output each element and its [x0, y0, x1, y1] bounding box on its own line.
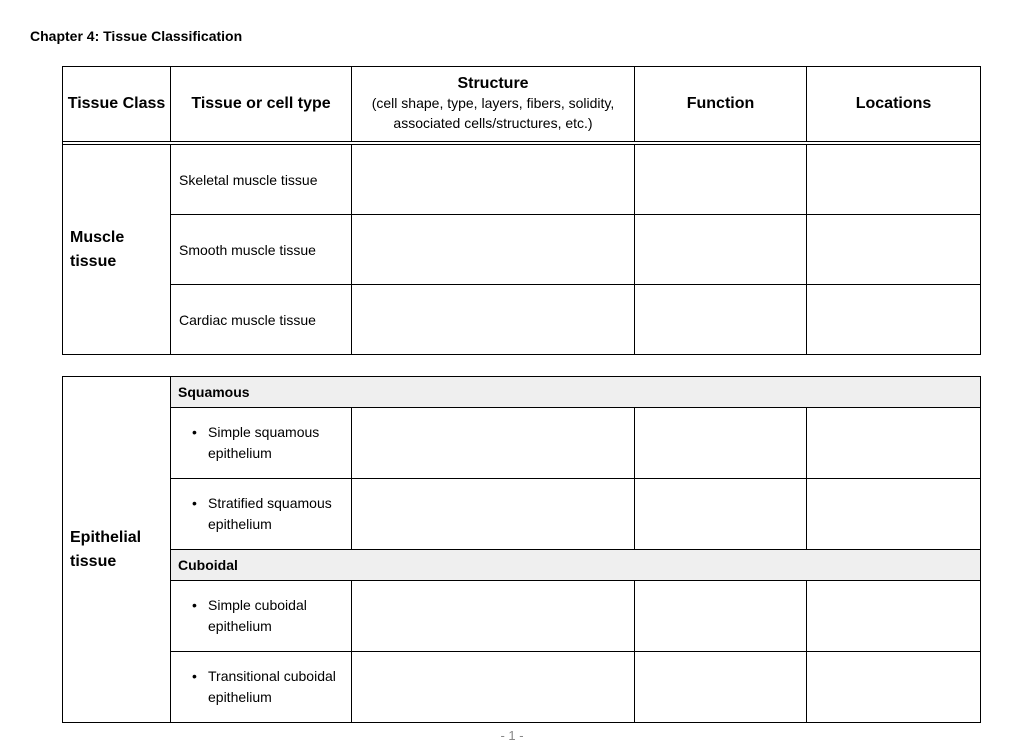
locations-cell[interactable]: [807, 215, 981, 285]
structure-subtitle: (cell shape, type, layers, fibers, solidity, associated cells/structures, etc.): [371, 95, 615, 131]
type-stratified-squamous: • Stratified squamous epithelium: [171, 479, 352, 550]
page-title: Chapter 4: Tissue Classification: [30, 28, 243, 44]
table-row: [63, 215, 981, 285]
type-cardiac-muscle: Cardiac muscle tissue: [171, 285, 352, 355]
muscle-tissue-table: [62, 66, 981, 355]
epithelial-tissue-table: [62, 376, 981, 723]
header-structure: [352, 67, 635, 142]
bullet-icon: •: [192, 597, 197, 613]
type-transitional-cuboidal: • Transitional cuboidal epithelium: [171, 652, 352, 723]
structure-cell[interactable]: [352, 652, 635, 723]
structure-cell[interactable]: [352, 215, 635, 285]
type-smooth-muscle: Smooth muscle tissue: [171, 215, 352, 285]
class-muscle-tissue: Muscle tissue: [63, 145, 171, 355]
table-row: [63, 479, 981, 550]
type-simple-cuboidal: • Simple cuboidal epithelium: [171, 581, 352, 652]
structure-cell[interactable]: [352, 285, 635, 355]
header-tissue-type: Tissue or cell type: [171, 67, 352, 142]
locations-cell[interactable]: [807, 145, 981, 215]
locations-cell[interactable]: [807, 652, 981, 723]
structure-cell[interactable]: [352, 581, 635, 652]
structure-cell[interactable]: [352, 145, 635, 215]
locations-cell[interactable]: [807, 581, 981, 652]
function-cell[interactable]: [635, 408, 807, 479]
bullet-icon: •: [192, 668, 197, 684]
header-tissue-class: Tissue Class: [63, 67, 171, 142]
subgroup-row: [63, 377, 981, 408]
page-number: - 1 -: [500, 728, 524, 743]
structure-cell[interactable]: [352, 408, 635, 479]
table-row: [63, 408, 981, 479]
function-cell[interactable]: [635, 145, 807, 215]
subgroup-cuboidal: Cuboidal: [171, 550, 981, 581]
table-row: [63, 652, 981, 723]
header-locations: Locations: [807, 67, 981, 142]
class-epithelial-tissue: Epithelial tissue: [63, 377, 171, 723]
bullet-icon: •: [192, 424, 197, 440]
table-row: [63, 145, 981, 215]
subgroup-row: [63, 550, 981, 581]
function-cell[interactable]: [635, 285, 807, 355]
bullet-icon: •: [192, 495, 197, 511]
table-row: [63, 285, 981, 355]
structure-title: Structure: [457, 75, 529, 92]
structure-cell[interactable]: [352, 479, 635, 550]
function-cell[interactable]: [635, 581, 807, 652]
function-cell[interactable]: [635, 479, 807, 550]
type-skeletal-muscle: Skeletal muscle tissue: [171, 145, 352, 215]
locations-cell[interactable]: [807, 479, 981, 550]
function-cell[interactable]: [635, 652, 807, 723]
header-function: Function: [635, 67, 807, 142]
subgroup-squamous: Squamous: [171, 377, 981, 408]
locations-cell[interactable]: [807, 285, 981, 355]
table-row: [63, 581, 981, 652]
function-cell[interactable]: [635, 215, 807, 285]
type-simple-squamous: • Simple squamous epithelium: [171, 408, 352, 479]
header-row: [63, 67, 981, 142]
locations-cell[interactable]: [807, 408, 981, 479]
